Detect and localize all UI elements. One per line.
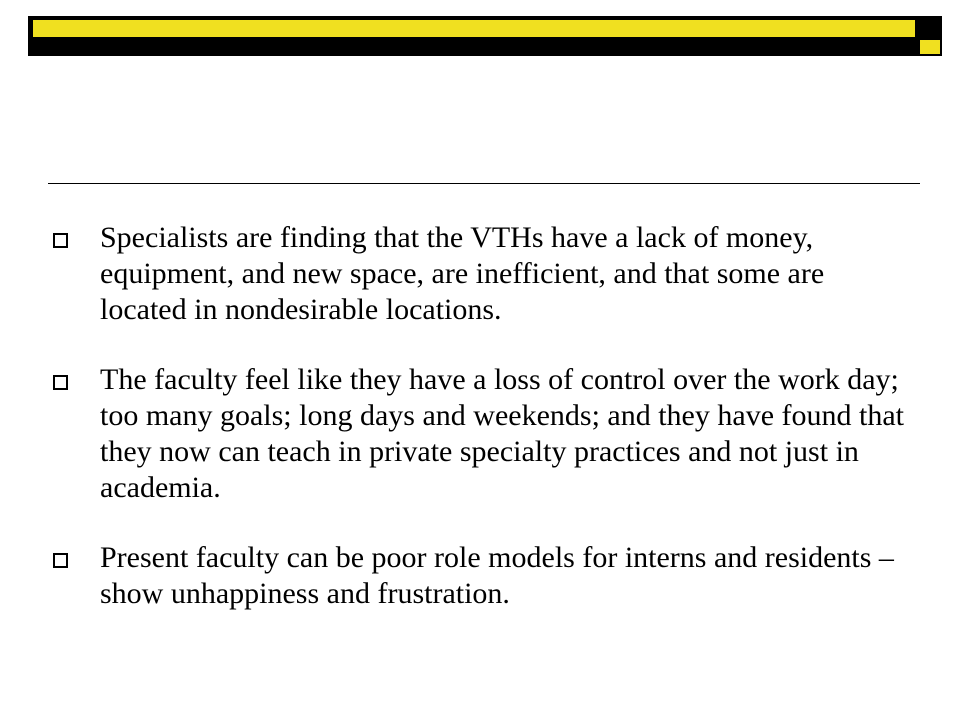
header-accent-corner [920, 40, 940, 54]
title-divider [48, 183, 920, 184]
bullet-text: Specialists are finding that the VTHs have a lack of money, equipment, and new space, are inefficient, and that some are located in nondesirable locations. [100, 221, 825, 326]
hollow-square-icon [53, 553, 68, 568]
hollow-square-icon [53, 233, 68, 248]
hollow-square-icon [53, 375, 68, 390]
header-accent-stripe [33, 20, 915, 37]
bullet-text: Present faculty can be poor role models for interns and residents – show unhappiness and frustration. [100, 541, 894, 610]
bullet-list [48, 220, 908, 612]
bullet-item [48, 362, 908, 506]
bullet-item [48, 220, 908, 328]
bullet-text: The faculty feel like they have a loss of control over the work day; too many goals; long days and weekends; and they have found that they now can teach in private specialty practices and not just in academia. [100, 363, 904, 504]
bullet-item [48, 540, 908, 612]
